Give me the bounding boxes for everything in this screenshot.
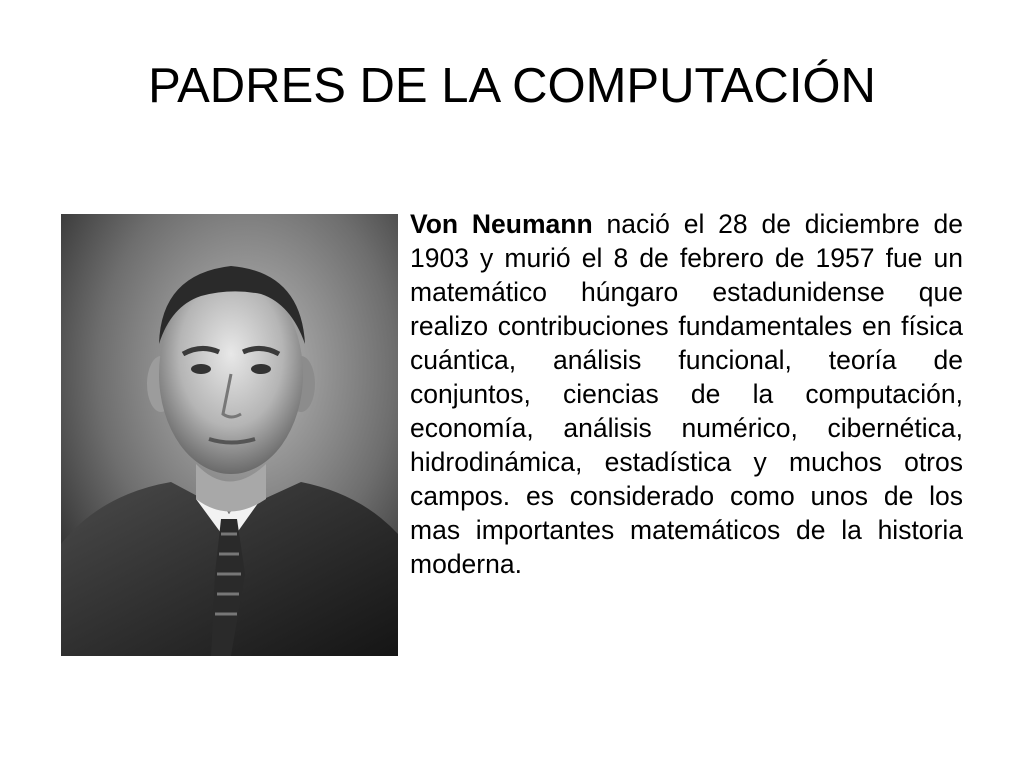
biography-name: Von Neumann (410, 209, 593, 239)
portrait-photo (61, 214, 398, 656)
biography-body: nació el 28 de diciembre de 1903 y murió el 8 de febrero de 1957 fue un matemático húngaro estadunidense que realizo contribuciones fundamentales en física cuántica, análisis funcional, teoría de conjuntos, ciencias de la computación, economía, análisis numérico, cibernética, hidrodinámica, estadística y muchos otros campos. es considerado como unos de los mas importantes matemáticos de la historia moderna. (410, 209, 963, 579)
slide-title: PADRES DE LA COMPUTACIÓN (148, 59, 876, 113)
portrait-image (61, 214, 398, 656)
biography-text (410, 207, 963, 581)
